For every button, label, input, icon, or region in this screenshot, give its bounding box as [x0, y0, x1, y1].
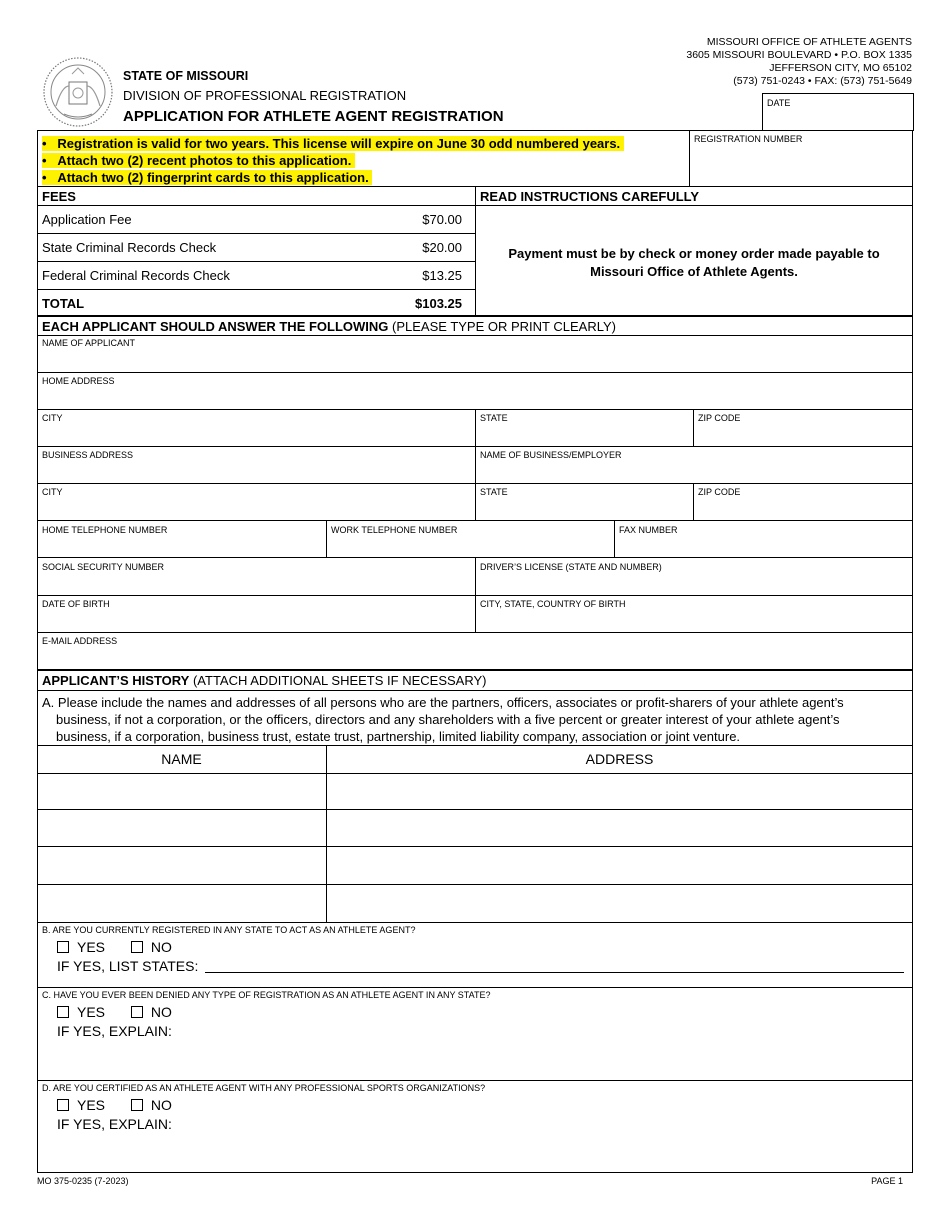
fee-row: Federal Criminal Records Check $13.25 [42, 268, 462, 283]
states-list-input[interactable] [205, 972, 904, 973]
agency-address-block [686, 36, 912, 88]
page-number: PAGE 1 [871, 1176, 903, 1186]
question-c-follow-label: IF YES, EXPLAIN: [57, 1023, 172, 1039]
date-field[interactable] [762, 93, 914, 131]
question-d-follow-label: IF YES, EXPLAIN: [57, 1116, 172, 1132]
question-b-follow-label: IF YES, LIST STATES: [57, 958, 199, 974]
drivers-license-field[interactable]: DRIVER’S LICENSE (STATE AND NUMBER) [480, 562, 662, 572]
question-b-no-checkbox[interactable] [131, 941, 143, 953]
birthplace-field[interactable]: CITY, STATE, COUNTRY OF BIRTH [480, 599, 626, 609]
email-field[interactable]: E-MAIL ADDRESS [42, 636, 118, 646]
question-b-yes-checkbox[interactable] [57, 941, 69, 953]
associate-name-input[interactable] [37, 884, 326, 922]
question-c-options: YES NO [57, 1004, 172, 1020]
history-question-d: D. ARE YOU CERTIFIED AS AN ATHLETE AGENT WITH ANY PROFESSIONAL SPORTS ORGANIZATIONS? [42, 1083, 486, 1093]
agency-address-line2: JEFFERSON CITY, MO 65102 [769, 62, 912, 74]
associate-name-input[interactable] [37, 809, 326, 846]
question-c-no-checkbox[interactable] [131, 1006, 143, 1018]
address-column-header: ADDRESS [585, 751, 654, 767]
date-of-birth-field[interactable]: DATE OF BIRTH [42, 599, 110, 609]
home-state-field[interactable]: STATE [480, 413, 508, 423]
history-question-b: B. ARE YOU CURRENTLY REGISTERED IN ANY STATE TO ACT AS AN ATHLETE AGENT? [42, 925, 416, 935]
home-address-field[interactable]: HOME ADDRESS [42, 376, 115, 386]
business-city-field[interactable]: CITY [42, 487, 63, 497]
state-seal-icon [42, 56, 114, 128]
agency-name: MISSOURI OFFICE OF ATHLETE AGENTS [706, 36, 912, 48]
notice-item: • Attach two (2) recent photos to this application. [42, 153, 355, 168]
notice-list [42, 135, 624, 186]
question-d-options: YES NO [57, 1097, 172, 1113]
history-question-c: C. HAVE YOU EVER BEEN DENIED ANY TYPE OF REGISTRATION AS AN ATHLETE AGENT IN ANY STATE? [42, 990, 491, 1000]
question-d-explanation-input[interactable] [38, 1133, 912, 1172]
associate-name-input[interactable] [37, 846, 326, 884]
fee-row: State Criminal Records Check $20.00 [42, 240, 462, 255]
home-zip-field[interactable]: ZIP CODE [698, 413, 741, 423]
business-name-field[interactable]: NAME OF BUSINESS/EMPLOYER [480, 450, 622, 460]
instructions-heading: READ INSTRUCTIONS CAREFULLY [480, 189, 700, 204]
registration-number-field[interactable] [689, 130, 913, 186]
form-number: MO 375-0235 (7-2023) [37, 1176, 129, 1186]
fees-heading: FEES [42, 189, 76, 204]
applicant-heading: EACH APPLICANT SHOULD ANSWER THE FOLLOWING (PLEASE TYPE OR PRINT CLEARLY) [42, 319, 616, 334]
associate-address-input[interactable] [326, 846, 913, 884]
business-zip-field[interactable]: ZIP CODE [698, 487, 741, 497]
question-d-no-checkbox[interactable] [131, 1099, 143, 1111]
agency-phone: (573) 751-0243 • FAX: (573) 751-5649 [733, 75, 912, 87]
fee-total-row: TOTAL $103.25 [42, 296, 462, 311]
history-question-a: A. Please include the names and addresses of all persons who are the partners, officers, associates or profit-sharers of your athlete agent’s business, if not a corporation, or the officers, directors and any shareholders with a five percent or greater interest of your athlete agent’s business, if a corporation, business trust, estate trust, partnership, limited liability company, association or joint venture. [42, 695, 844, 744]
division-name: DIVISION OF PROFESSIONAL REGISTRATION [123, 88, 407, 103]
home-phone-field[interactable]: HOME TELEPHONE NUMBER [42, 525, 168, 535]
business-state-field[interactable]: STATE [480, 487, 508, 497]
history-heading: APPLICANT’S HISTORY (ATTACH ADDITIONAL SHEETS IF NECESSARY) [42, 673, 487, 688]
date-label: DATE [767, 98, 791, 108]
ssn-field[interactable]: SOCIAL SECURITY NUMBER [42, 562, 165, 572]
work-phone-field[interactable]: WORK TELEPHONE NUMBER [331, 525, 458, 535]
question-b-options: YES NO [57, 939, 172, 955]
business-address-field[interactable]: BUSINESS ADDRESS [42, 450, 134, 460]
fax-field[interactable]: FAX NUMBER [619, 525, 678, 535]
notice-item: • Attach two (2) fingerprint cards to this application. [42, 170, 372, 185]
question-c-yes-checkbox[interactable] [57, 1006, 69, 1018]
home-city-field[interactable]: CITY [42, 413, 63, 423]
notice-item: • Registration is valid for two years. This license will expire on June 30 odd numbered years. [42, 136, 624, 151]
associate-address-input[interactable] [326, 809, 913, 846]
agency-address-line1: 3605 MISSOURI BOULEVARD • P.O. BOX 1335 [686, 49, 912, 61]
fee-row: Application Fee $70.00 [42, 212, 462, 227]
associate-name-input[interactable] [37, 773, 326, 809]
question-c-explanation-input[interactable] [38, 1040, 912, 1080]
associate-address-input[interactable] [326, 773, 913, 809]
payment-instructions: Payment must be by check or money order made payable to Missouri Office of Athlete Agents. [508, 246, 880, 279]
associate-address-input[interactable] [326, 884, 913, 922]
question-d-yes-checkbox[interactable] [57, 1099, 69, 1111]
applicant-name-field[interactable]: NAME OF APPLICANT [42, 338, 136, 348]
registration-number-label: REGISTRATION NUMBER [694, 134, 803, 144]
state-name: STATE OF MISSOURI [123, 69, 249, 83]
name-column-header: NAME [161, 751, 202, 767]
form-title: APPLICATION FOR ATHLETE AGENT REGISTRATION [123, 108, 504, 125]
